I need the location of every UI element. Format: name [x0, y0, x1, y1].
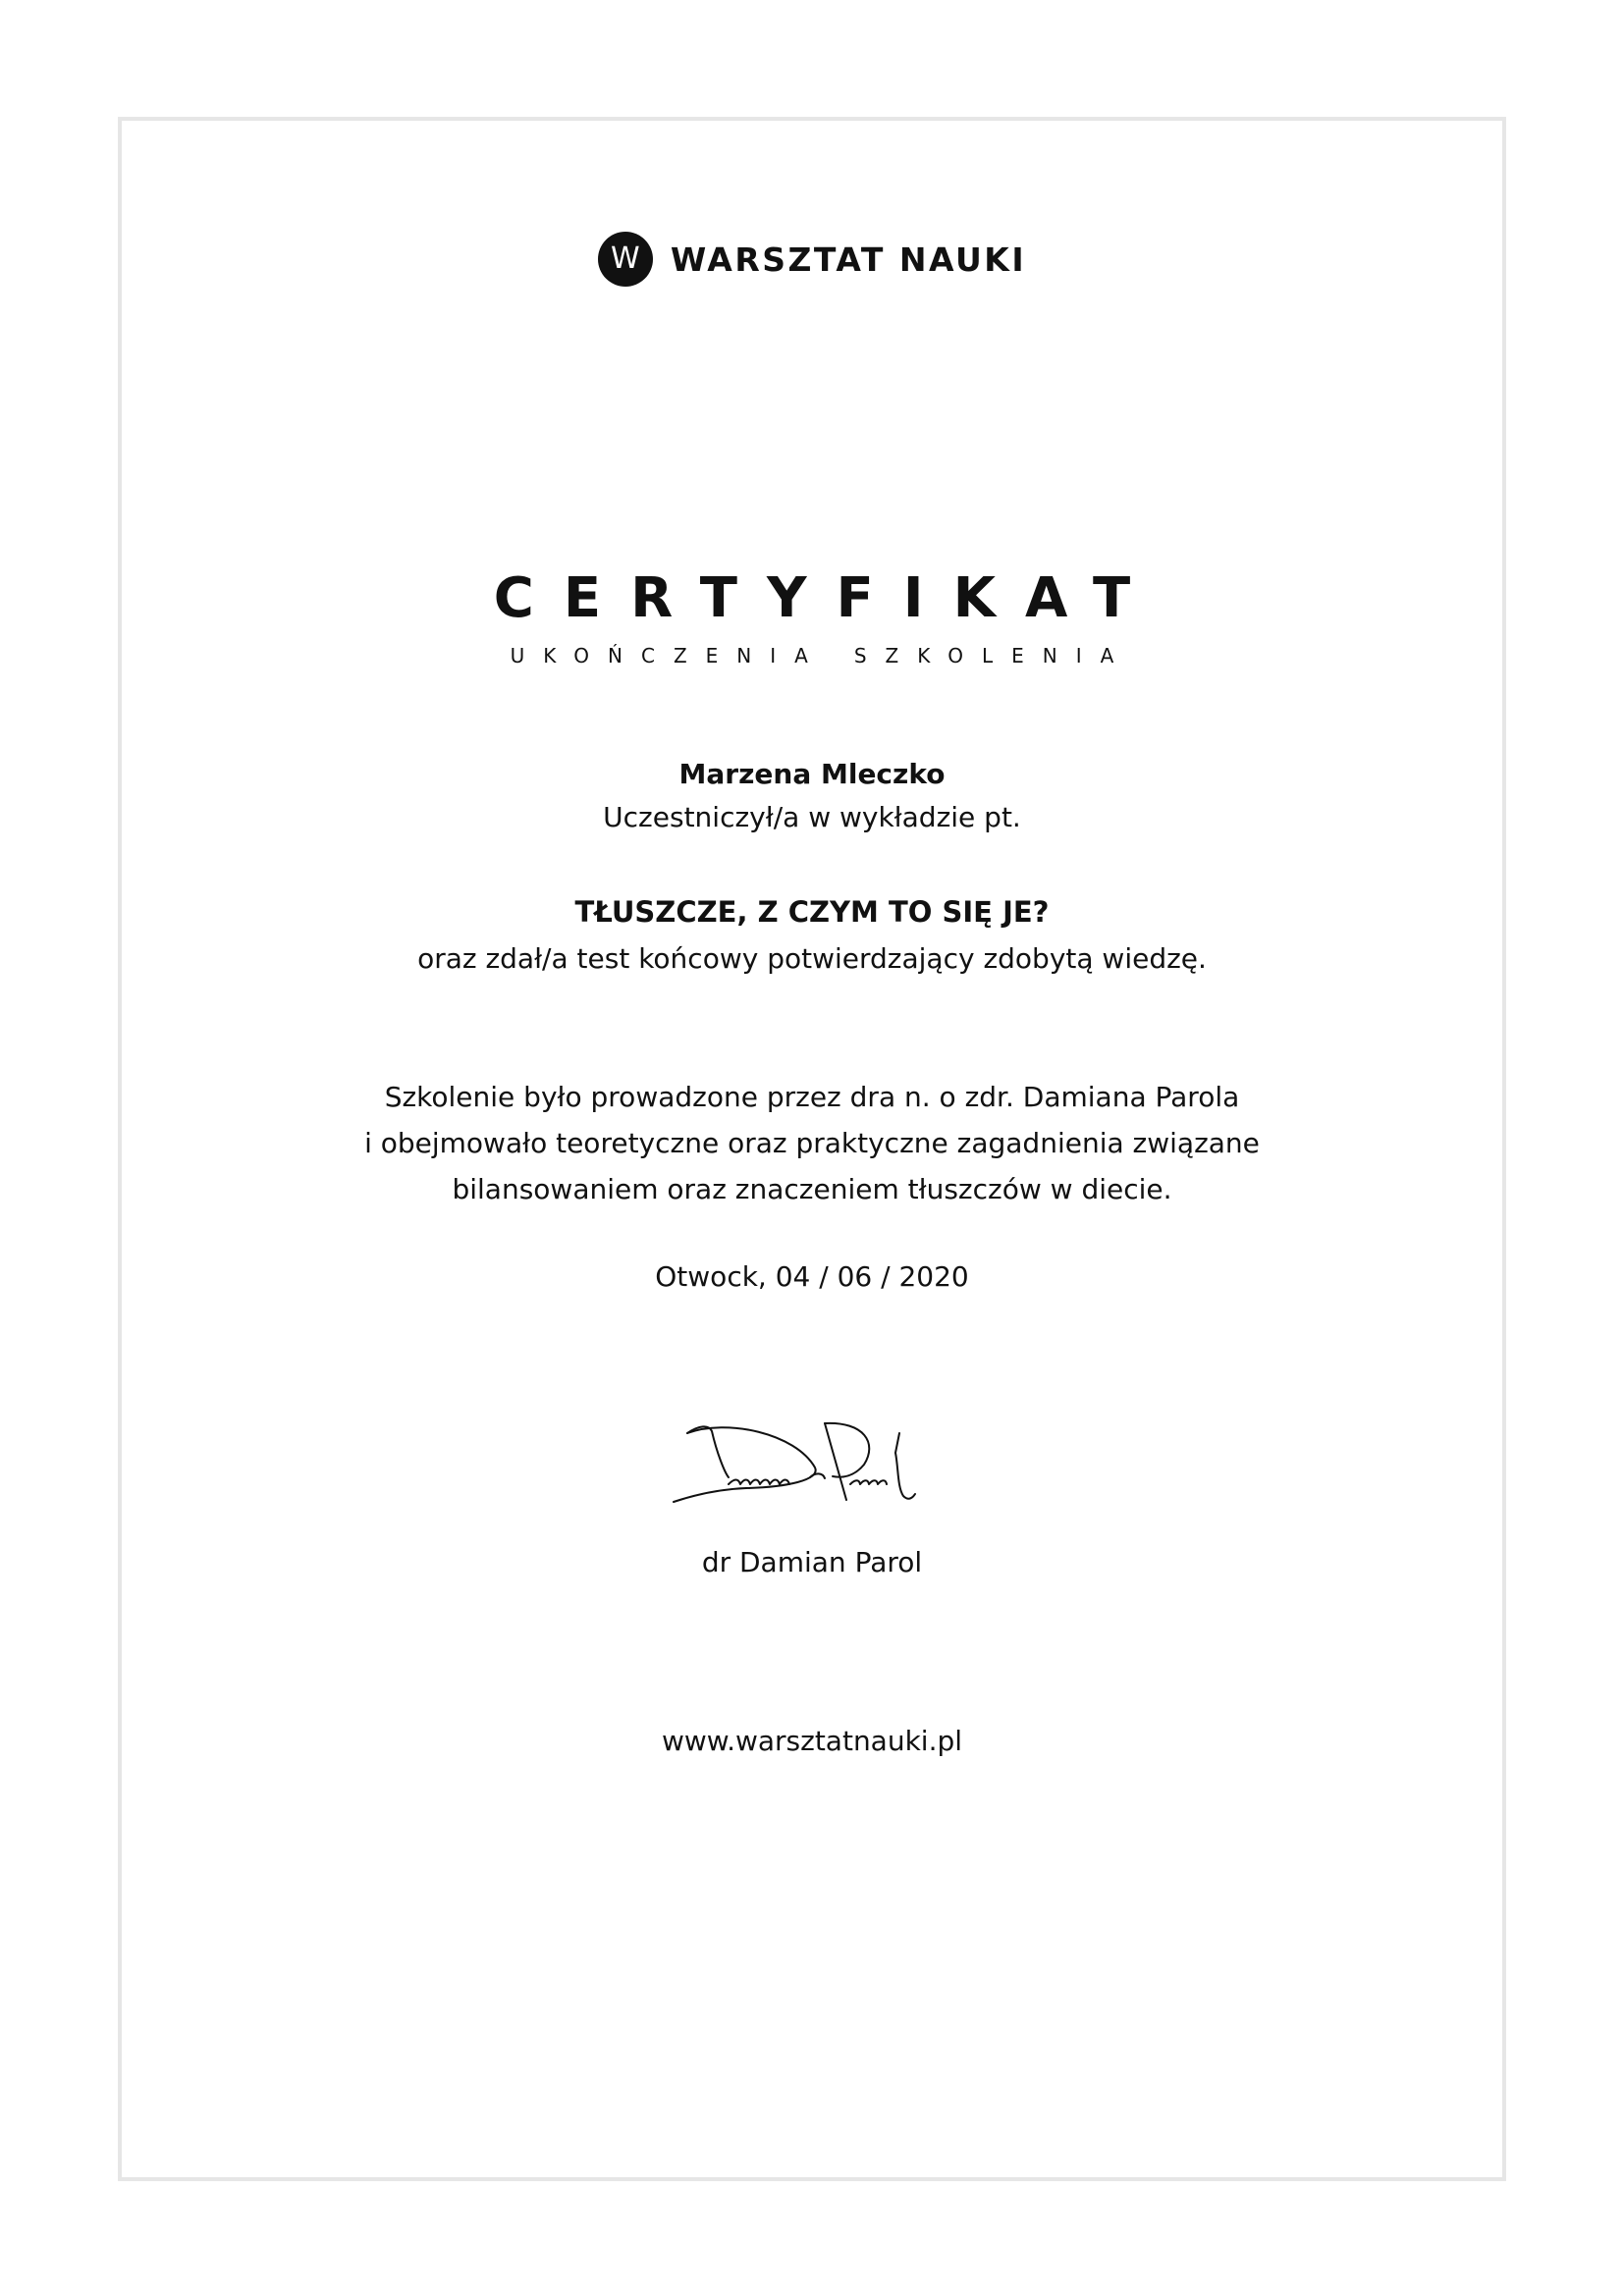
certificate-subtitle: [0, 643, 1624, 668]
recipient-name: Marzena Mleczko: [678, 758, 946, 790]
subtitle-word-2: SZKOLENIA: [853, 644, 1133, 667]
signature-image: [668, 1414, 972, 1522]
course-title: TŁUSZCZE, Z CZYM TO SIĘ JE?: [574, 895, 1050, 929]
test-line: oraz zdał/a test końcowy potwierdzający zdobytą wiedzę.: [417, 942, 1207, 975]
brand-name: WARSZTAT NAUKI: [670, 240, 1027, 279]
description-line-2: i obejmowało teoretyczne oraz praktyczne zagadnienia związane: [364, 1127, 1260, 1159]
website-link[interactable]: www.warsztatnauki.pl: [661, 1725, 963, 1757]
certificate-title: CERTYFIKAT: [493, 566, 1161, 630]
subtitle-word-1: UKOŃCZENIA: [510, 644, 827, 667]
brand-mark-icon: W: [598, 232, 653, 287]
place-date: Otwock, 04 / 06 / 2020: [655, 1260, 969, 1293]
participation-line: Uczestniczył/a w wykładzie pt.: [603, 801, 1021, 833]
description-line-1: Szkolenie było prowadzone przez dra n. o zdr. Damiana Parola: [384, 1081, 1240, 1113]
signatory-name: dr Damian Parol: [701, 1546, 923, 1578]
description-line-3: bilansowaniem oraz znaczeniem tłuszczów w diecie.: [452, 1173, 1172, 1205]
brand-logo: [0, 230, 1624, 289]
